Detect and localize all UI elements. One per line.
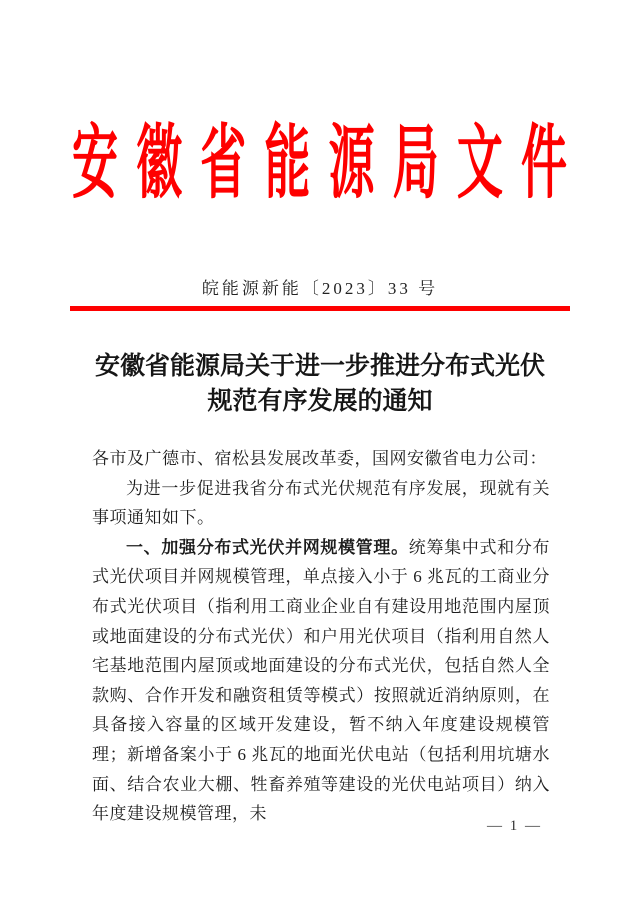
document-body (92, 444, 550, 829)
intro-paragraph: 为进一步促进我省分布式光伏规范有序发展，现就有关事项通知如下。 (92, 478, 550, 528)
agency-title-char: 局 (392, 118, 439, 208)
section-1-heading: 一、加强分布式光伏并网规模管理。 (126, 537, 409, 557)
document-title (55, 349, 585, 419)
agency-title-char: 能 (264, 118, 311, 208)
red-divider-rule (70, 306, 570, 311)
document-number: 皖能源新能〔2023〕33 号 (201, 279, 439, 298)
agency-title-char: 源 (328, 118, 375, 208)
agency-title-char: 省 (200, 118, 247, 208)
page-number: — 1 — (487, 818, 542, 834)
agency-title-char: 安 (72, 118, 118, 208)
section-1-paragraph (92, 533, 550, 829)
document-title-line2: 规范有序发展的通知 (207, 388, 433, 415)
document-title-line1: 安徽省能源局关于进一步推进分布式光伏 (94, 353, 545, 380)
agency-title-char: 徽 (136, 118, 183, 208)
agency-masthead (72, 118, 567, 208)
section-1-body: 统筹集中式和分布式光伏项目并网规模管理，单点接入小于 6 兆瓦的工商业分布式光伏项目（指利用工商业企业自有建设用地范围内屋顶或地面建设的分布式光伏）和户用光伏项目（指利用自然人宅基地范围内屋顶或地面建设的分布式光伏，包括自然人全款购、合作开发和融资租赁等模式）按照就近消纳原则，在具备接入容量的区域开发建设，暂不纳入年度建设规模管理；新增备案小于 6 兆瓦的地面光伏电站（包括利用坑塘水面、结合农业大棚、牲畜养殖等建设的光伏电站项目）纳入年度建设规模管理，未 (92, 537, 551, 824)
salutation-line: 各市及广德市、宿松县发展改革委，国网安徽省电力公司： (92, 449, 547, 468)
agency-title-char: 文 (456, 118, 503, 208)
agency-title-char: 件 (520, 118, 567, 208)
